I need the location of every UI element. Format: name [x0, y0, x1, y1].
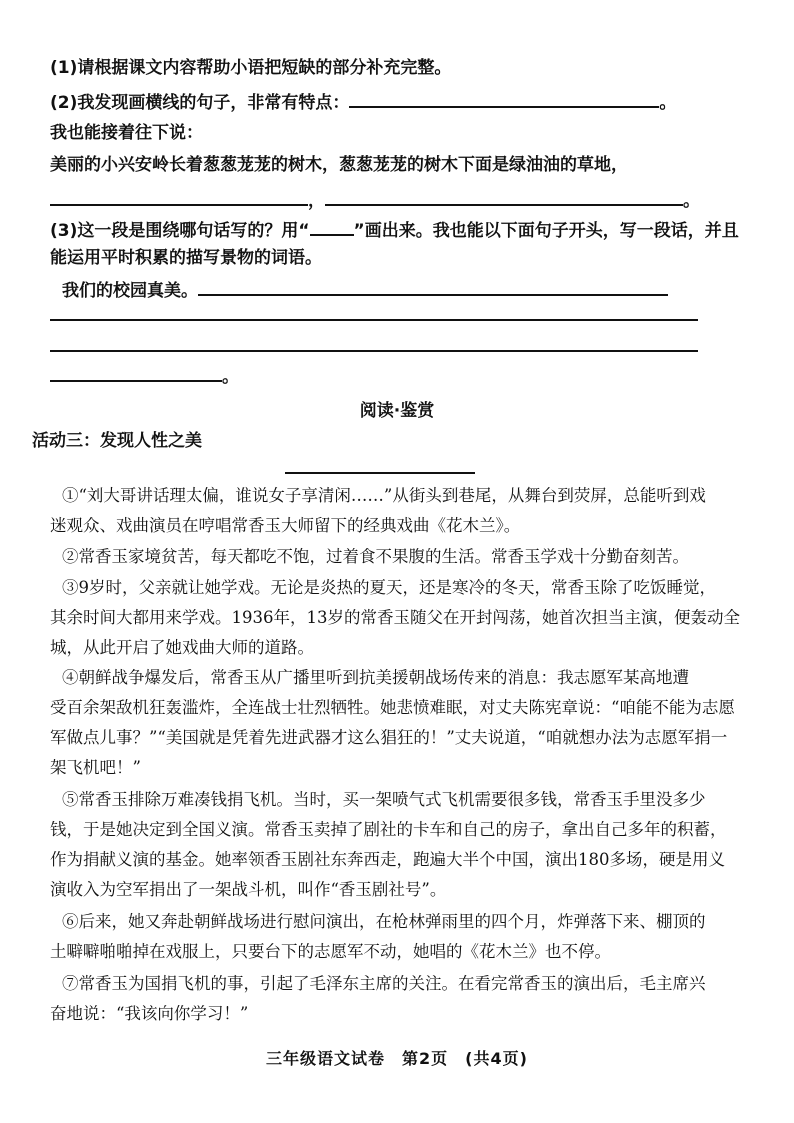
question-3: [50, 216, 750, 243]
passage-line: 架飞机吧！”: [50, 758, 141, 777]
activity-heading: 活动三：发现人性之美: [32, 431, 202, 451]
answer-blank-3d[interactable]: [50, 362, 222, 382]
passage-line: 迷观众、戏曲演员在哼唱常香玉大师留下的经典戏曲《花木兰》。: [50, 516, 521, 535]
period: 。: [222, 367, 239, 387]
passage-line: 钱，于是她决定到全国义演。常香玉卖掉了剧社的卡车和自己的房子，拿出自己多年的积蓄，: [50, 820, 727, 839]
title-blank[interactable]: [285, 472, 475, 474]
question-3-text-b: ”画出来。我也能以下面句子开头，写一段话，并且: [353, 221, 739, 241]
passage-line: ⑥后来，她又奔赴朝鲜战场进行慰问演出，在枪林弹雨里的四个月，炸弹落下来、棚顶的: [62, 912, 706, 931]
passage-line: 城，从此开启了她戏曲大师的道路。: [50, 638, 314, 657]
passage-line: 演收入为空军捐出了一架战斗机，叫作“香玉剧社号”。: [50, 880, 447, 899]
passage-line: ③9岁时，父亲就让她学戏。无论是炎热的夏天，还是寒冷的冬天，常香玉除了吃饭睡觉，: [62, 578, 716, 597]
answer-blank-3a[interactable]: [198, 276, 668, 296]
passage-line: ⑦常香玉为国捐飞机的事，引起了毛泽东主席的关注。在看完常香玉的演出后，毛主席兴: [62, 974, 706, 993]
question-3-text-a: (3)这一段是围绕哪句话写的？用“: [50, 221, 310, 241]
question-3-start-text: 我们的校园真美。: [62, 281, 198, 301]
passage-line: 奋地说：“我该向你学习！”: [50, 1004, 249, 1023]
passage-line: 其余时间大都用来学戏。1936年，13岁的常香玉随父在开封闯荡，她首次担当主演，便轰动全: [50, 608, 740, 627]
passage-line: ④朝鲜战争爆发后，常香玉从广播里听到抗美援朝战场传来的消息：我志愿军某高地遭: [62, 668, 689, 687]
passage-line: ①“刘大哥讲话理太偏，谁说女子享清闲……”从街头到巷尾，从舞台到荧屏，总能听到戏: [62, 486, 706, 505]
question-3-line2: 能运用平时积累的描写景物的词语。: [50, 248, 322, 268]
answer-line-3c[interactable]: [50, 350, 698, 352]
question-2-example: 美丽的小兴安岭长着葱葱茏茏的树木，葱葱茏茏的树木下面是绿油油的草地，: [50, 155, 628, 175]
section-title: 阅读·鉴赏: [359, 401, 435, 421]
question-2-continue: [50, 186, 750, 213]
passage-line: ②常香玉家境贫苦，每天都吃不饱，过着食不果腹的生活。常香玉学戏十分勤奋刻苦。: [62, 547, 689, 566]
passage-line: ⑤常香玉排除万难凑钱捐飞机。当时，买一架喷气式飞机需要很多钱，常香玉手里没多少: [62, 790, 706, 809]
passage-line: 作为捐献义演的基金。她率领香玉剧社东奔西走，跑遍大半个中国，演出180多场，硬是用义: [50, 850, 725, 869]
period: 。: [683, 191, 700, 211]
answer-blank-2[interactable]: [349, 88, 659, 108]
comma: ，: [308, 191, 325, 211]
question-3-last: [50, 362, 750, 389]
question-3-start: [62, 276, 762, 303]
answer-line-3b[interactable]: [50, 319, 698, 321]
underline-symbol: [310, 216, 354, 236]
answer-blank-2b[interactable]: [325, 186, 683, 206]
question-2-end: 。: [659, 93, 677, 113]
passage-line: 受百余架敌机狂轰滥炸，全连战士壮烈牺牲。她悲愤难眠，对丈夫陈宪章说：“咱能不能为志愿: [50, 698, 735, 717]
passage-line: 军做点儿事？”“美国就是凭着先进武器才这么猖狂的！”丈夫说道，“咱就想办法为志愿军捐一: [50, 728, 728, 747]
question-1: (1)请根据课文内容帮助小语把短缺的部分补充完整。: [50, 58, 452, 78]
passage-line: 土噼噼啪啪掉在戏服上，只要台下的志愿军不动，她唱的《花木兰》也不停。: [50, 942, 611, 961]
question-2-follow: 我也能接着往下说：: [50, 123, 203, 143]
question-2: [50, 88, 750, 115]
page-footer: 三年级语文试卷 第2页 (共4页): [266, 1049, 528, 1068]
question-2-text: (2)我发现画横线的句子，非常有特点：: [50, 93, 350, 113]
answer-blank-2a[interactable]: [50, 186, 308, 206]
